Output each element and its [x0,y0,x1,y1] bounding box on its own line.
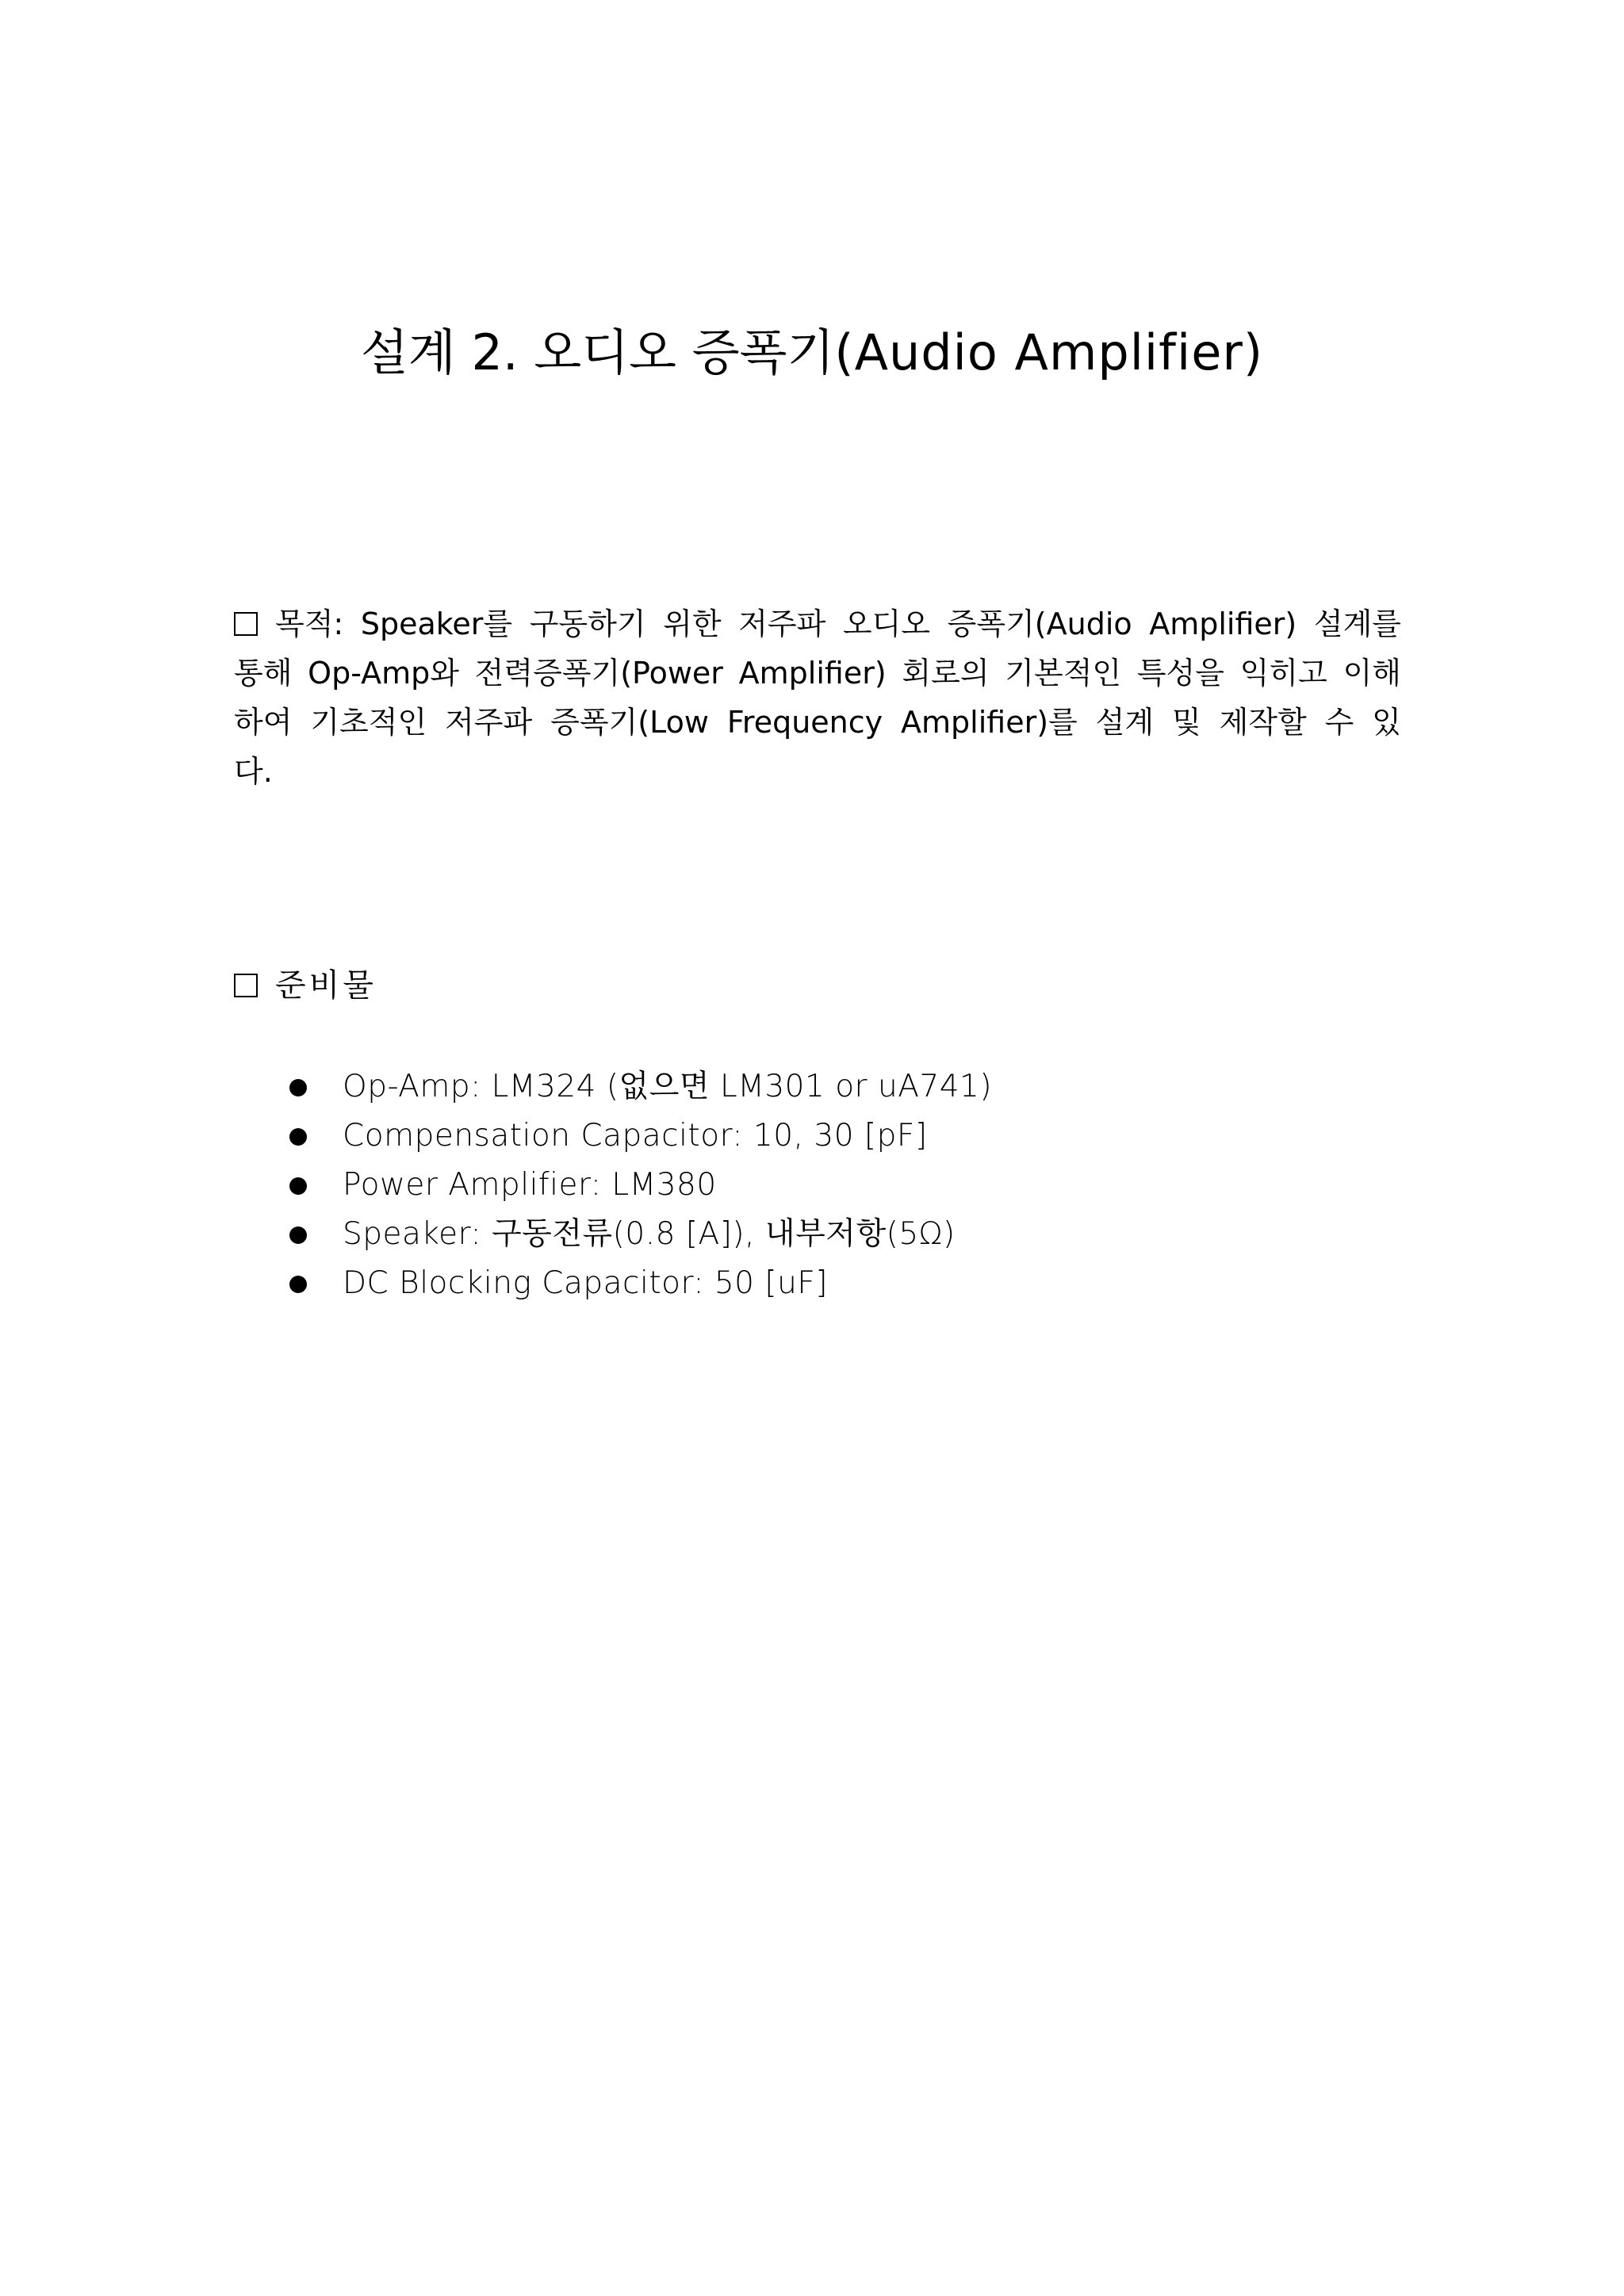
materials-heading [234,962,377,1009]
list-item [289,1062,992,1112]
list-item-text: Op-Amp: LM324 (없으면 LM301 or uA741) [343,1069,993,1104]
list-item [289,1210,992,1259]
purpose-text: 목적: Speaker를 구동하기 위한 저주파 오디오 증폭기(Audio Amplifier) 설계를 통해 Op-Amp와 전력증폭기(Power Amplifier) 회로의 기본적인 특성을 익히고 이해하여 기초적인 저주파 증폭기(Low Frequency Amplifier)를 설계 및 제작할 수 있다. [234,607,1401,789]
list-item [289,1259,992,1308]
list-item-text: Power Amplifier: LM380 [343,1167,717,1203]
list-item-text: Compensation Capacitor: 10, 30 [pF] [343,1118,928,1154]
list-item-text: Speaker: 구동전류(0.8 [A]), 내부저항(5Ω) [343,1216,956,1252]
list-item-text: DC Blocking Capacitor: 50 [uF] [343,1265,828,1301]
purpose-paragraph [234,599,1401,796]
bullet-icon [289,1226,307,1244]
materials-list [289,1062,992,1308]
bullet-icon [289,1128,307,1146]
empty-checkbox-icon [234,612,258,636]
page-title-english: (Audio Amplifier) [834,323,1264,381]
list-item [289,1112,992,1161]
list-item [289,1161,992,1210]
bullet-icon [289,1079,307,1096]
bullet-icon [289,1177,307,1195]
page-title-korean: 설계 2. 오디오 증폭기 [360,323,835,381]
page-title [0,317,1624,388]
empty-checkbox-icon [234,974,258,997]
materials-heading-text: 준비물 [275,967,377,1004]
bullet-icon [289,1276,307,1293]
